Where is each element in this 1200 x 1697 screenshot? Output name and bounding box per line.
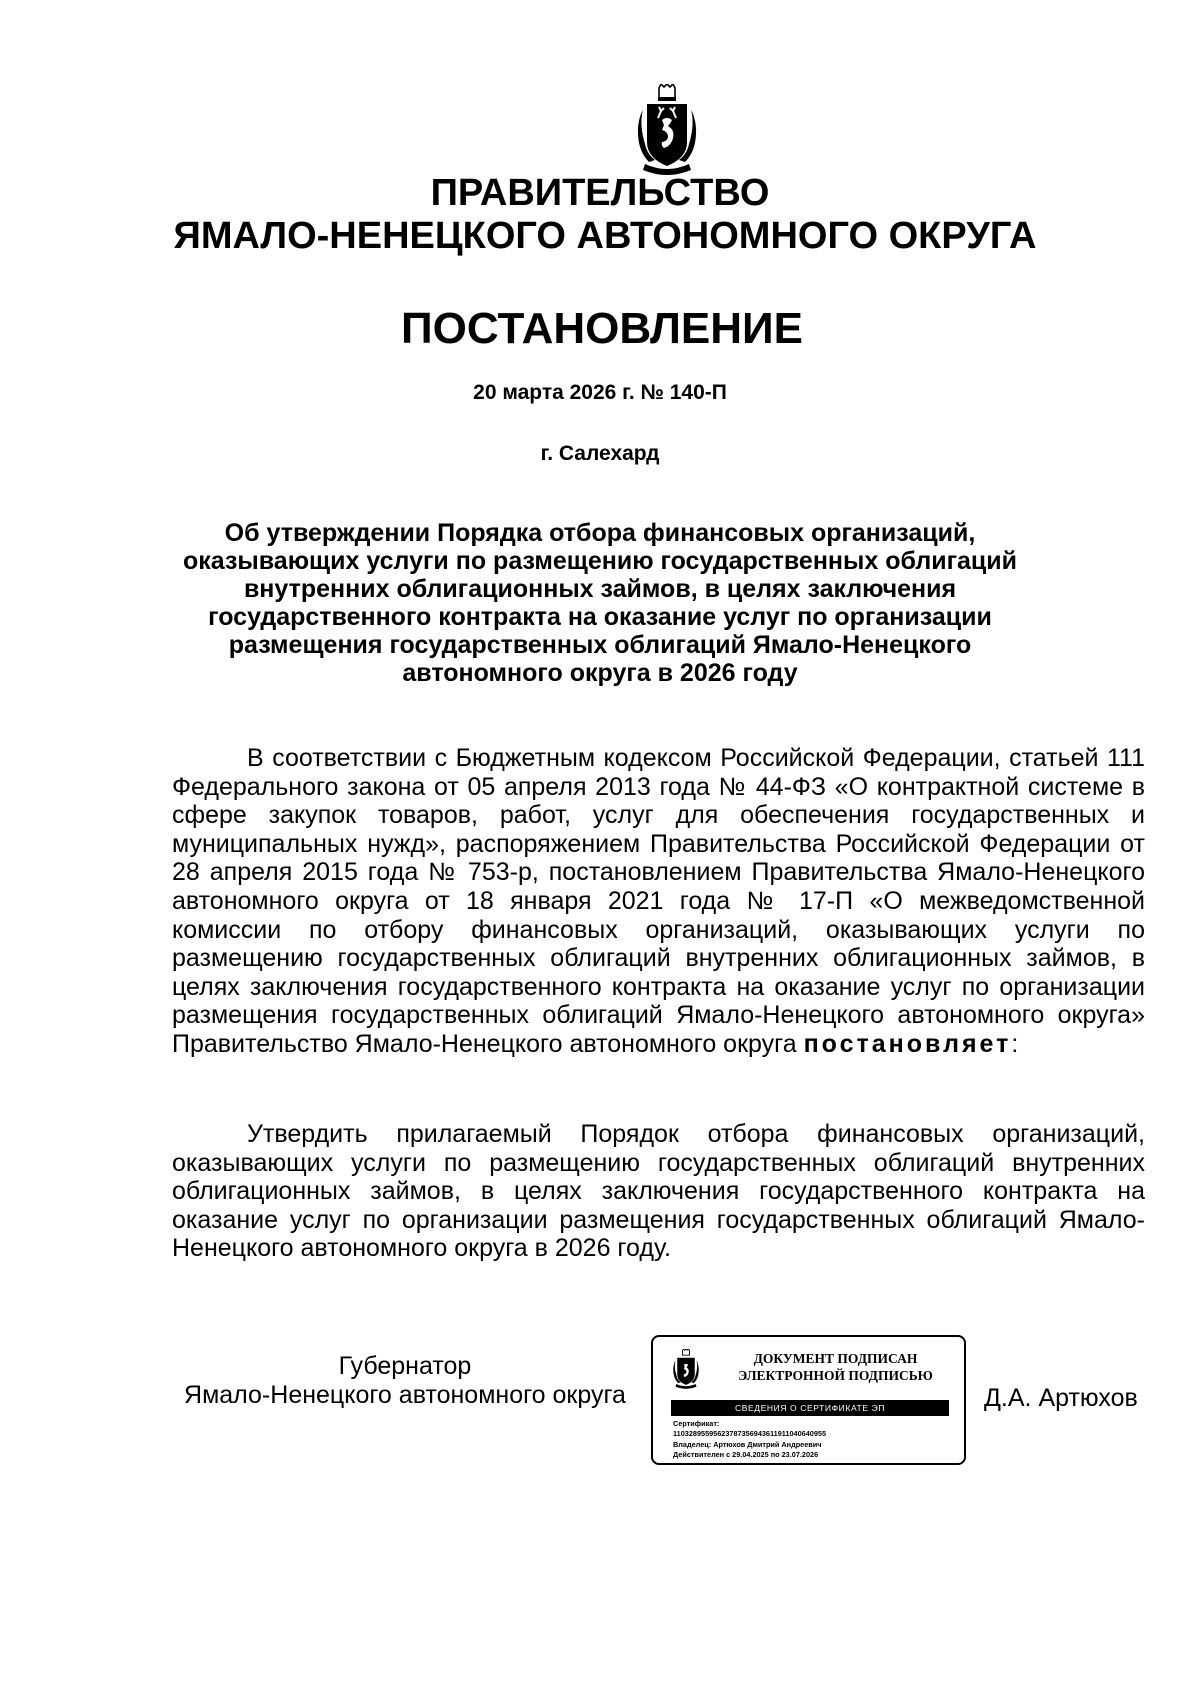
signatory-position [165, 1352, 645, 1410]
document-type-text: ПОСТАНОВЛЕНИЕ [400, 304, 804, 353]
stamp-emblem-icon [671, 1349, 701, 1391]
city: г. Салехард [540, 442, 660, 465]
certificate-label: Сертификат: [673, 1419, 720, 1428]
subject-line: Об утверждении Порядка отбора финансовых организаций, [224, 519, 976, 547]
date-number: 20 марта 2026 г. № 140-П [473, 381, 727, 404]
preamble-end: : [1011, 1029, 1019, 1058]
resolution-keyword: постановляет [803, 1029, 1012, 1058]
subject-line: размещения государственных облигаций Ямало-Ненецкого [228, 631, 972, 659]
document-subject [170, 519, 1030, 687]
government-name [0, 172, 1200, 258]
government-region: ЯМАЛО-НЕНЕЦКОГО АВТОНОМНОГО ОКРУГА [173, 215, 1037, 257]
resolution-paragraph [172, 1120, 1145, 1263]
certificate-details [673, 1419, 958, 1460]
signatory-name: Д.А. Артюхов [984, 1384, 1138, 1412]
electronic-signature-stamp [651, 1335, 966, 1465]
subject-line: государственного контракта на оказание услуг по организации [208, 603, 992, 631]
stamp-title-line: ЭЛЕКТРОННОЙ ПОДПИСЬЮ [738, 1368, 933, 1383]
signatory-title: Губернатор [338, 1352, 472, 1380]
preamble-paragraph [172, 744, 1145, 1059]
subject-line: оказывающих услуги по размещению государственных облигаций [182, 547, 1017, 575]
certificate-number: 11032895595623787356943611911040640955 [673, 1429, 827, 1439]
subject-line: автономного округа в 2026 году [402, 659, 798, 687]
certificate-owner: Владелец: Артюхов Дмитрий Андреевич [673, 1439, 822, 1449]
preamble-text: В соответствии с Бюджетным кодексом Российской Федерации, статьей 111 Федерального закона от 05 апреля 2013 года № 44-ФЗ «О контрактной системе в сфере закупок товаров, работ, услуг для обеспечения государственных и муниципальных нужд», распоряжением Правительства Российской Федерации от 28 апреля 2015 года № 753-р, постановлением Правительства Ямало-Ненецкого автономного округа от 18 января 2021 года № 17-П «О межведомственной комиссии по отбору финансовых организаций, оказывающих услуги по размещению государственных облигаций внутренних облигационных займов, в целях заключения государственного контракта на оказание услуг по организации размещения государственных облигаций Ямало-Ненецкого автономного округа» Правительство Ямало-Ненецкого автономного округа [172, 744, 1145, 1058]
resolution-text: Утвердить прилагаемый Порядок отбора финансовых организаций, оказывающих услуги по размещению государственных облигаций внутренних облигационных займов, в целях заключения государственного контракта на оказание услуг по организации размещения государственных облигаций Ямало-Ненецкого автономного округа в 2026 году. [172, 1120, 1145, 1263]
subject-line: внутренних облигационных займов, в целях заключения [243, 575, 957, 603]
stamp-title-line: ДОКУМЕНТ ПОДПИСАН [753, 1351, 918, 1366]
signatory-region: Ямало-Ненецкого автономного округа [184, 1381, 626, 1409]
coat-of-arms-emblem [637, 84, 697, 180]
stamp-title [713, 1350, 958, 1384]
certificate-validity: Действителен с 29.04.2025 по 23.07.2026 [673, 1449, 819, 1459]
certificate-info-bar: СВЕДЕНИЯ О СЕРТИФИКАТЕ ЭП [671, 1400, 949, 1416]
document-type-title [0, 304, 1200, 354]
government-title: ПРАВИТЕЛЬСТВО [430, 172, 770, 214]
